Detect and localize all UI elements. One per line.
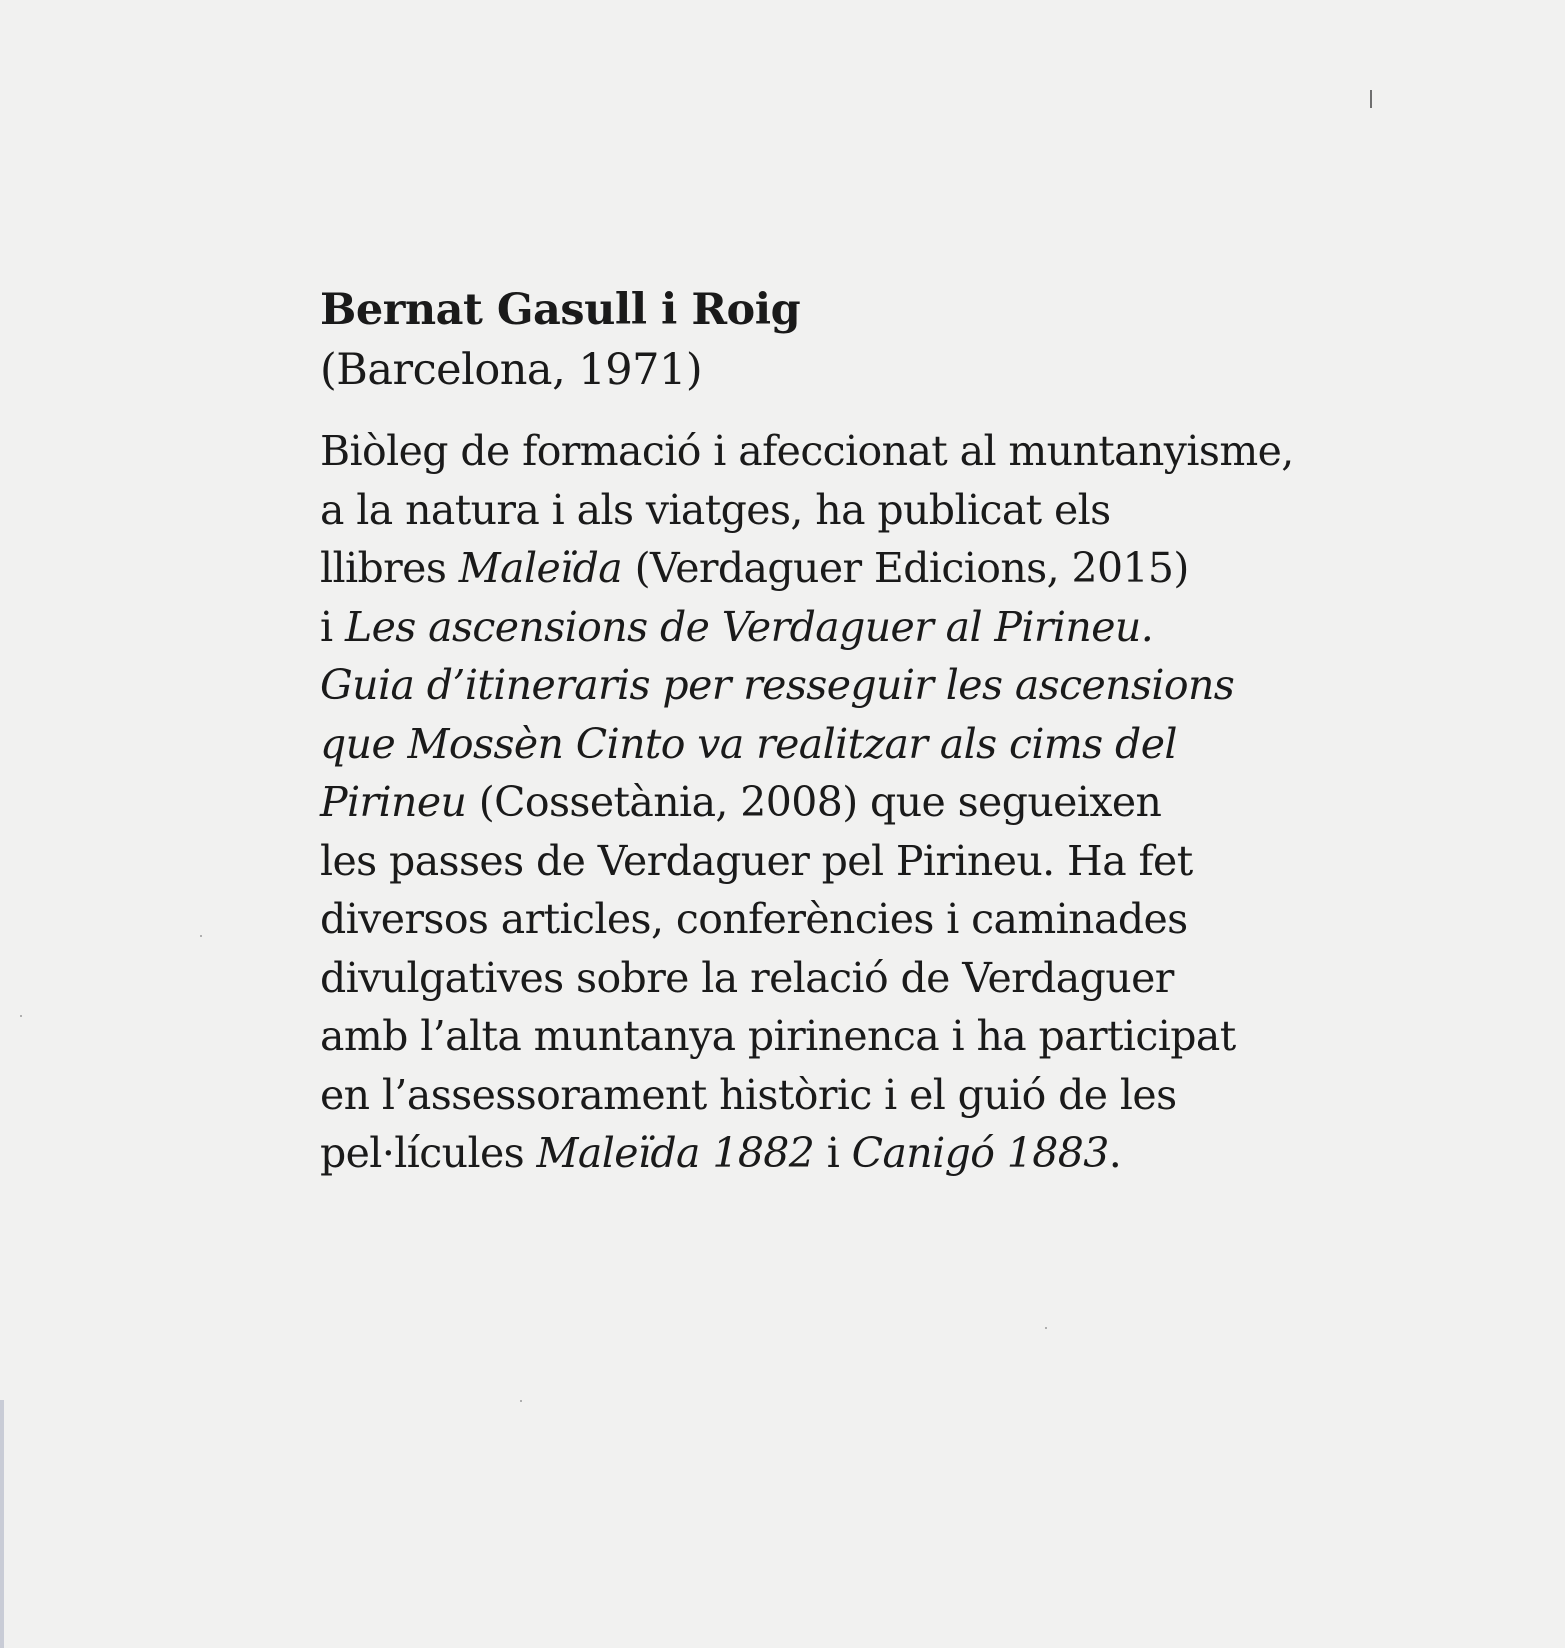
scan-speck: [20, 1015, 22, 1017]
scan-mark: [1370, 90, 1372, 108]
bio-text-run: Biòleg de formació i afeccionat al muntanyisme,: [320, 427, 1294, 475]
bio-text-run: en l’assessorament històric i el guió de les: [320, 1070, 1177, 1119]
bio-italic-title: Pirineu: [320, 778, 467, 826]
bio-italic-title: Maleïda: [458, 544, 623, 592]
bio-text-run: (Cossetània, 2008) que segueixen: [466, 778, 1162, 826]
bio-text-run: amb l’alta muntanya pirinenca i ha participat: [320, 1012, 1236, 1060]
bio-line: [320, 422, 1360, 481]
scan-speck: [1045, 1327, 1047, 1329]
scan-speck: [520, 1400, 522, 1402]
bio-line: [320, 481, 1360, 540]
bio-line: [320, 598, 1360, 657]
bio-text-run: i: [320, 602, 345, 651]
author-origin: (Barcelona, 1971): [320, 345, 703, 395]
bio-italic-title: Les ascensions de Verdaguer al Pirineu.: [344, 602, 1154, 651]
bio-line: [320, 656, 1360, 715]
bio-line: [320, 890, 1360, 949]
bio-text-run: les passes de Verdaguer pel Pirineu. Ha fet: [320, 836, 1193, 885]
bio-italic-title: Maleïda 1882: [536, 1129, 815, 1177]
bio-line: [320, 949, 1360, 1008]
bio-italic-title: que Mossèn Cinto va realitzar als cims del: [320, 719, 1177, 768]
bio-line: [320, 715, 1360, 774]
bio-line: [320, 1007, 1360, 1066]
bio-text-run: .: [1108, 1129, 1122, 1177]
bio-text-run: divulgatives sobre la relació de Verdaguer: [320, 953, 1174, 1002]
author-name: Bernat Gasull i Roig: [320, 285, 801, 335]
author-bio: [320, 280, 1360, 1183]
scan-speck: [200, 935, 202, 937]
bio-text-run: llibres: [320, 544, 459, 592]
bio-text-run: diversos articles, conferències i caminades: [320, 895, 1188, 943]
bio-text-run: i: [814, 1129, 852, 1177]
bio-italic-title: Canigó 1883: [851, 1129, 1109, 1177]
scan-edge: [0, 1400, 4, 1648]
bio-text-run: pel·lícules: [320, 1129, 537, 1177]
bio-line: [320, 539, 1360, 598]
bio-line: [320, 1066, 1360, 1125]
bio-line: [320, 832, 1360, 891]
bio-paragraph: [320, 422, 1360, 1183]
bio-text-run: a la natura i als viatges, ha publicat els: [320, 485, 1111, 534]
bio-italic-title: Guia d’itineraris per resseguir les ascensions: [320, 661, 1235, 709]
bio-line: [320, 1124, 1360, 1183]
bio-line: [320, 773, 1360, 832]
bio-text-run: (Verdaguer Edicions, 2015): [622, 544, 1189, 592]
